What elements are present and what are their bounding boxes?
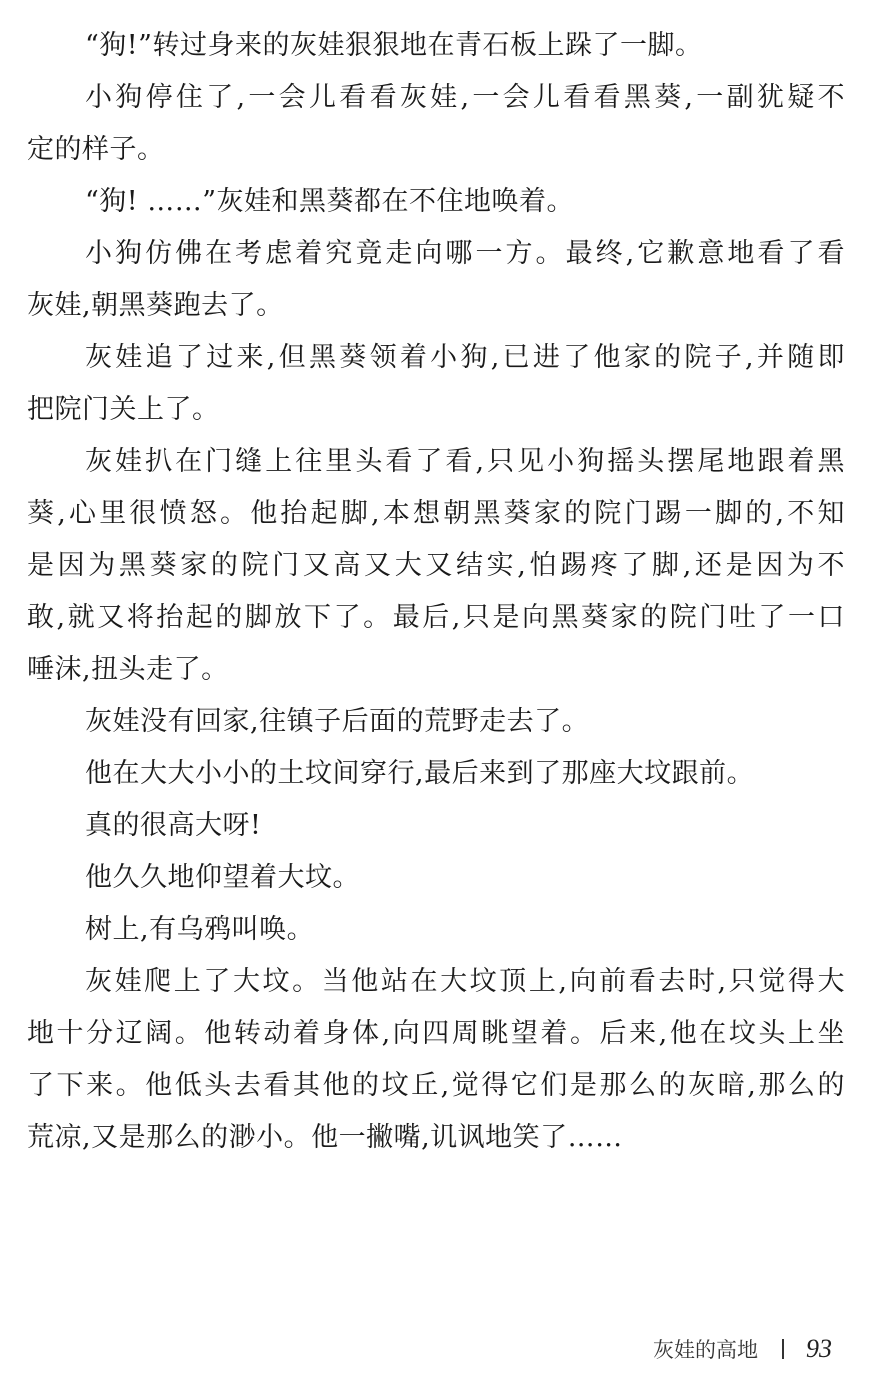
text-line: 他久久地仰望着大坟。 bbox=[85, 862, 360, 893]
text-line: 定的样子。 bbox=[27, 134, 165, 165]
text-line: 小狗停住了,一会儿看看灰娃,一会儿看看黑葵,一副犹疑不 bbox=[85, 82, 845, 113]
page-footer bbox=[653, 1334, 832, 1364]
text-line: 了下来。他低头去看其他的坟丘,觉得它们是那么的灰暗,那么的 bbox=[27, 1070, 845, 1101]
text-line: “狗!”转过身来的灰娃狠狠地在青石板上跺了一脚。 bbox=[85, 30, 703, 61]
text-line: 灰娃没有回家,往镇子后面的荒野走去了。 bbox=[85, 706, 590, 737]
text-line: 他在大大小小的土坟间穿行,最后来到了那座大坟跟前。 bbox=[85, 758, 755, 789]
footer-divider bbox=[782, 1339, 784, 1359]
running-title: 灰娃的高地 bbox=[653, 1338, 758, 1362]
text-line: “狗! ……”灰娃和黑葵都在不住地唤着。 bbox=[85, 186, 575, 217]
page-number: 93 bbox=[806, 1334, 832, 1363]
text-line: 灰娃追了过来,但黑葵领着小狗,已进了他家的院子,并随即 bbox=[85, 342, 845, 373]
text-line: 是因为黑葵家的院门又高又大又结实,怕踢疼了脚,还是因为不 bbox=[27, 550, 845, 581]
text-line: 把院门关上了。 bbox=[27, 394, 220, 425]
text-line: 荒凉,又是那么的渺小。他一撇嘴,讥讽地笑了…… bbox=[27, 1122, 623, 1153]
text-line: 葵,心里很愤怒。他抬起脚,本想朝黑葵家的院门踢一脚的,不知 bbox=[27, 498, 845, 529]
text-line: 地十分辽阔。他转动着身体,向四周眺望着。后来,他在坟头上坐 bbox=[27, 1018, 845, 1049]
text-line: 小狗仿佛在考虑着究竟走向哪一方。最终,它歉意地看了看 bbox=[85, 238, 845, 269]
page-body-text bbox=[27, 24, 845, 1168]
text-line: 灰娃扒在门缝上往里头看了看,只见小狗摇头摆尾地跟着黑 bbox=[85, 446, 845, 477]
text-line: 真的很高大呀! bbox=[85, 810, 262, 841]
text-line: 树上,有乌鸦叫唤。 bbox=[85, 914, 315, 945]
text-line: 灰娃爬上了大坟。当他站在大坟顶上,向前看去时,只觉得大 bbox=[85, 966, 845, 997]
text-line: 唾沫,扭头走了。 bbox=[27, 654, 229, 685]
text-line: 灰娃,朝黑葵跑去了。 bbox=[27, 290, 284, 321]
text-line: 敢,就又将抬起的脚放下了。最后,只是向黑葵家的院门吐了一口 bbox=[27, 602, 845, 633]
